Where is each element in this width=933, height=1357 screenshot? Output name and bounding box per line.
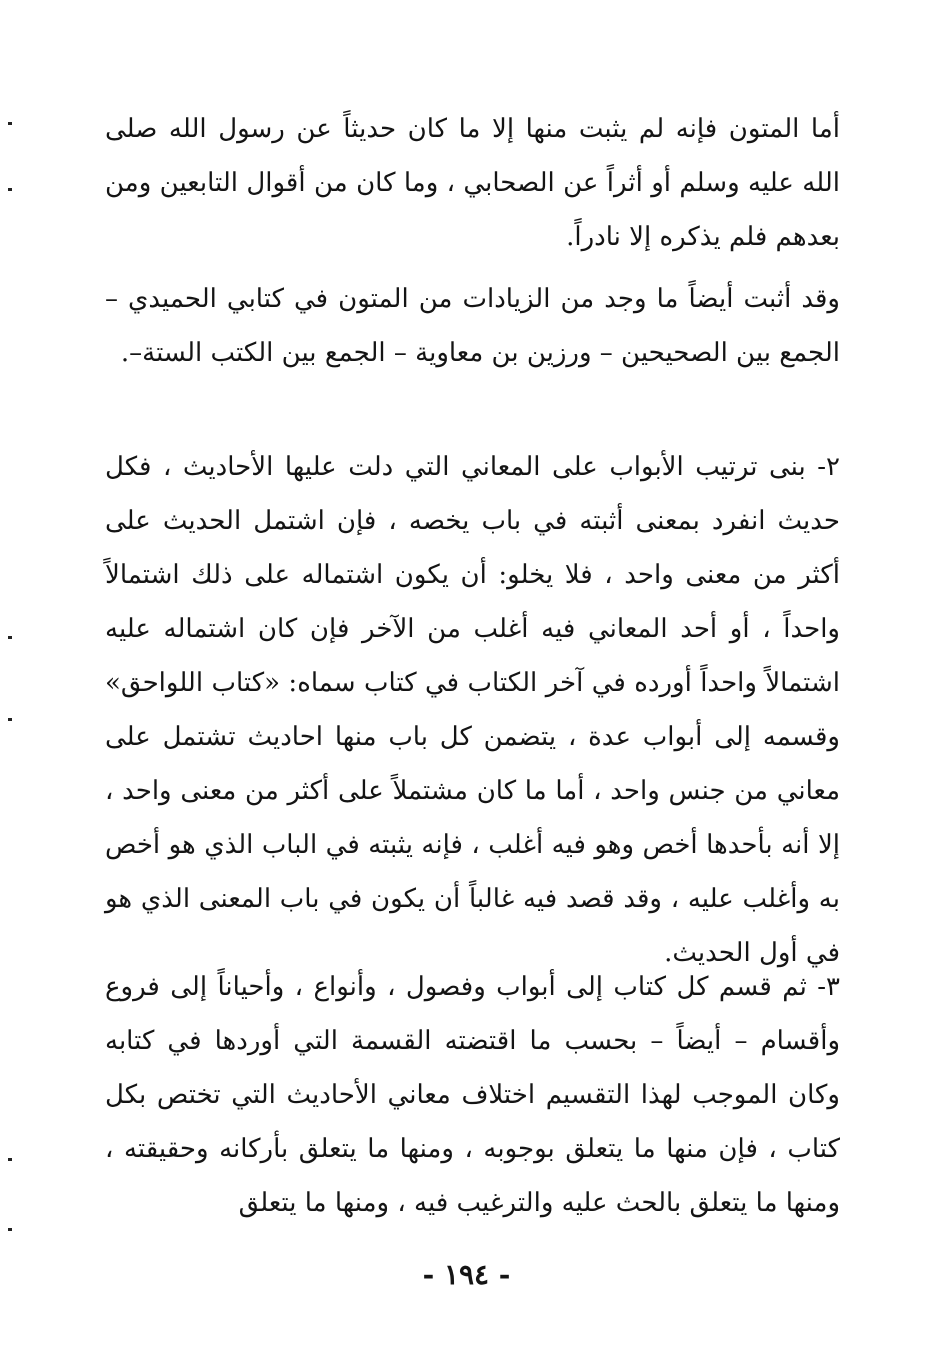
scan-margin-mark <box>8 122 12 125</box>
scan-margin-mark <box>8 718 12 721</box>
paragraph-2: وقد أثبت أيضاً ما وجد من الزيادات من المتون في كتابي الحميدي – الجمع بين الصحيحين – ورزين بن معاوية – الجمع بين الكتب الستة–. <box>105 284 840 368</box>
scan-margin-mark <box>8 1158 12 1161</box>
paragraph-1: أما المتون فإنه لم يثبت منها إلا ما كان حديثاً عن رسول الله صلى الله عليه وسلم أو أثراً عن الصحابي ، وما كان من أقوال التابعين ومن بعدهم فلم يذكره إلا نادراً. <box>105 114 840 252</box>
paragraph-3: ٢- بنى ترتيب الأبواب على المعاني التي دلت عليها الأحاديث ، فكل حديث انفرد بمعنى أثبته في باب يخصه ، فإن اشتمل الحديث على أكثر من معنى واحد ، فلا يخلو: أن يكون اشتماله على ذلك اشتمالاً واحداً ، أو أحد المعاني فيه أغلب من الآخر فإن كان اشتماله عليه اشتمالاً واحداً أورده في آخر الكتاب في كتاب سماه: «كتاب اللواحق» وقسمه إلى أبواب عدة ، يتضمن كل باب منها احاديث تشتمل على معاني من جنس واحد ، أما ما كان مشتملاً على أكثر من معنى واحد ، إلا أنه بأحدها أخص وهو فيه أغلب ، فإنه يثبته في الباب الذي هو أخص به وأغلب عليه ، وقد قصد فيه غالباً أن يكون في باب المعنى الذي هو في أول الحديث. <box>105 452 840 968</box>
paragraph-4: ٣- ثم قسم كل كتاب إلى أبواب وفصول ، وأنواع ، وأحياناً إلى فروع وأقسام – أيضاً – بحسب ما اقتضته القسمة التي أوردها في كتابه وكان الموجب لهذا التقسيم اختلاف معاني الأحاديث التي تختص بكل كتاب ، فإن منها ما يتعلق بوجوبه ، ومنها ما يتعلق بأركانه وحقيقته ، ومنها ما يتعلق بالحث عليه والترغيب فيه ، ومنها ما يتعلق <box>105 972 840 1218</box>
scan-margin-mark <box>8 1228 12 1231</box>
page-number: - ١٩٤ - <box>422 1258 511 1291</box>
scan-margin-mark <box>8 188 12 191</box>
scan-margin-mark <box>8 636 12 639</box>
